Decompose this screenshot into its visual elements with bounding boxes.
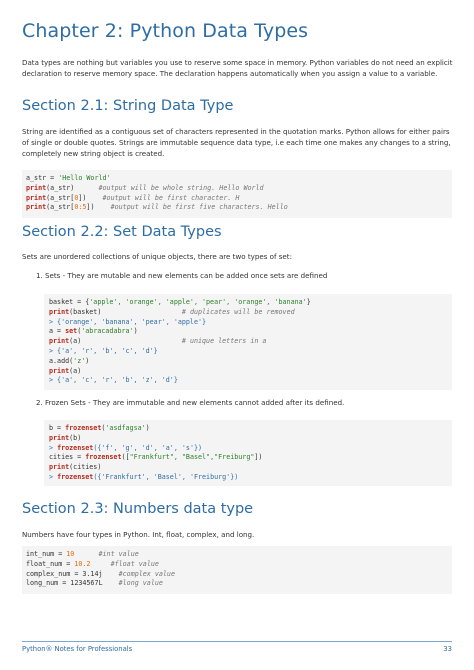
code-line: print(b) [49, 433, 82, 442]
set-code-block [44, 294, 452, 390]
chapter-title: Chapter 2: Python Data Types [22, 20, 309, 42]
code-line: a_str = 'Hello World' [26, 174, 111, 182]
code-line: long_num = 1234567L #long value [26, 579, 163, 588]
code-output-line: > {'a', 'r', 'b', 'c', 'd'} [49, 346, 158, 355]
footer-book-title: Python® Notes for Professionals [22, 645, 133, 653]
section-2-2-title: Section 2.2: Set Data Types [22, 224, 222, 240]
code-line: float_num = 10.2 #float value [26, 559, 159, 568]
section-2-1-text: String are identified as a contiguous set of characters represented in the quotation marks. Python allows for either pairs of single or double quotes. Strings are immutable sequence data type, i.e each time one makes any changes to a string, completely new string object is created. [22, 127, 451, 158]
code-output-line: > {'orange', 'banana', 'pear', 'apple'} [49, 317, 207, 326]
code-line: print(a_str[0]) #output will be first character. H [26, 193, 240, 202]
numbers-code-block [22, 546, 452, 594]
code-output-line: > frozenset({'Frankfurt', 'Basel', 'Freiburg'}) [49, 472, 239, 481]
code-line: b = frozenset('asdfagsa') [49, 424, 150, 432]
code-line: a.add('z') [49, 356, 90, 365]
code-line: print(cities) [49, 463, 102, 472]
list-item-sets: 1. Sets - They are mutable and new elements can be added once sets are defined [36, 271, 328, 280]
code-line: print(basket) # duplicates will be removed [49, 307, 295, 316]
code-line: print(a_str[0:5]) #output will be first five characters. Hello [26, 203, 288, 212]
code-output-line: > {'a', 'c', 'r', 'b', 'z', 'd'} [49, 376, 178, 385]
code-line: int_num = 10 #int value [26, 550, 139, 558]
code-output-line: > frozenset({'f', 'g', 'd', 'a', 's'}) [49, 443, 203, 452]
section-2-3-text: Numbers have four types in Python. Int, float, complex, and long. [22, 530, 255, 539]
code-line: a = set('abracadabra') [49, 327, 138, 336]
section-2-3-title: Section 2.3: Numbers data type [22, 501, 254, 517]
code-line: print(a) # unique letters in a [49, 337, 267, 346]
code-line: basket = {'apple', 'orange', 'apple', 'pear', 'orange', 'banana'} [49, 298, 311, 306]
intro-paragraph: Data types are nothing but variables you use to reserve some space in memory. Python variables do not need an explicit declaration to reserve memory space. The declaration happens automatically when you assign a value to a variable. [22, 58, 453, 78]
code-line: print(a_str) #output will be whole string. Hello World [26, 183, 264, 192]
section-2-1-title: Section 2.1: String Data Type [22, 98, 234, 114]
code-line: cities = frozenset(["Frankfurt", "Basel","Freiburg"]) [49, 453, 263, 462]
list-item-frozen-sets: 2. Frozen Sets - They are immutable and new elements cannot added after its defined. [36, 398, 345, 407]
string-code-block [22, 170, 452, 218]
footer-divider [22, 641, 452, 642]
section-2-2-text: Sets are unordered collections of unique objects, there are two types of set: [22, 252, 292, 261]
frozenset-code-block [44, 420, 452, 486]
code-line: print(a) [49, 366, 82, 375]
code-line: complex_num = 3.14j #complex value [26, 569, 175, 578]
footer-page-number: 33 [443, 645, 452, 653]
